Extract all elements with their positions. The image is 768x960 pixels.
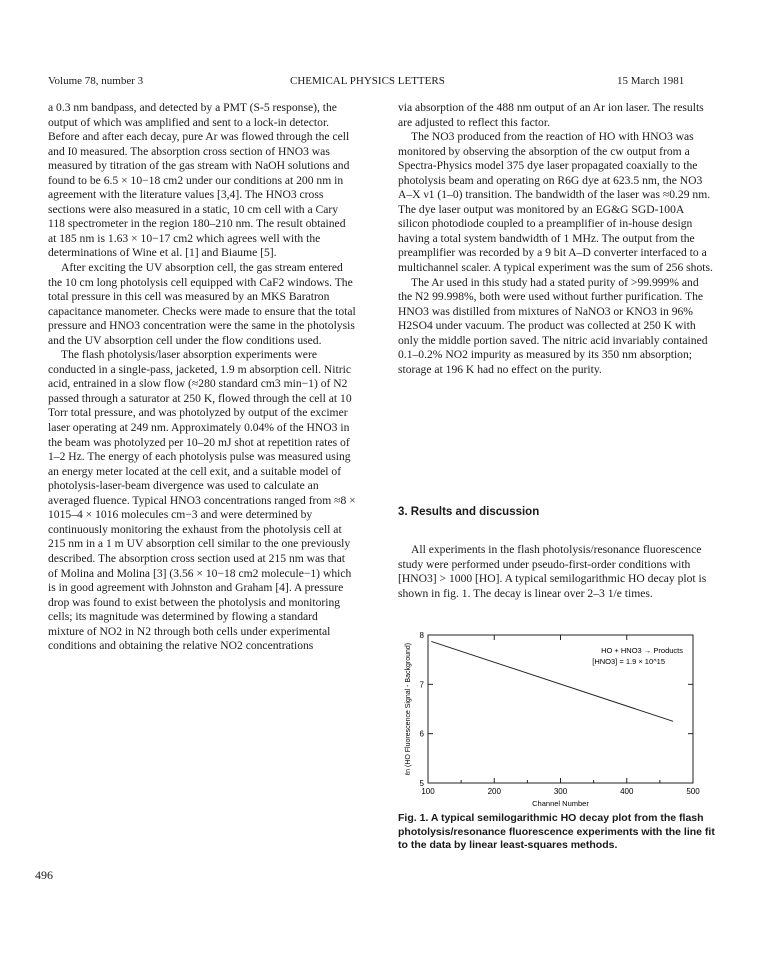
y-tick-label: 5 [419, 779, 424, 788]
x-tick-label: 200 [487, 787, 501, 796]
y-tick-label: 8 [419, 631, 424, 640]
x-axis-label: Channel Number [532, 799, 589, 808]
legend-concentration: [HNO3] = 1.9 × 10^15 [592, 657, 665, 666]
section-heading: 3. Results and discussion [398, 506, 540, 518]
x-tick-label: 500 [686, 787, 700, 796]
figure-caption: Fig. 1. A typical semilogarithmic HO decay plot from the flash photolysis/resonance fluorescence experiments with the line fit to the data by linear least-squares methods. [398, 812, 715, 851]
volume-info: Volume 78, number 3 [48, 75, 144, 87]
right-column [398, 101, 715, 377]
results-text [398, 543, 715, 601]
right-paragraph-1: via absorption of the 488 nm output of an Ar ion laser. The results are adjusted to reflect this factor. [398, 101, 704, 129]
y-tick-label: 6 [419, 729, 424, 739]
left-paragraph-1: a 0.3 nm bandpass, and detected by a PMT (S-5 response), the output of which was amplified and sent to a lock-in detector. Before and after each decay, pure Ar was flowed through the cell and I0 measured. The absorption cross section of HNO3 was measured by titration of the gas stream with NaOH solutions and found to be 6.5 × 10−18 cm2 under our conditions at 200 nm in agreement with the literature values [3,4]. The HNO3 cross sections were also measured in a static, 10 cm cell with a Cary 118 spectrometer in the region 180–210 nm. The result obtained at 185 nm is 1.63 × 10−17 cm2 which agrees well with the determinations of Wine et al. [1] and Biaume [5]. [48, 101, 350, 260]
left-column [48, 101, 356, 654]
journal-name: CHEMICAL PHYSICS LETTERS [290, 75, 445, 87]
results-paragraph: All experiments in the flash photolysis/resonance fluorescence study were performed under pseudo-first-order conditions with [HNO3] > 1000 [HO]. A typical semilogarithmic HO decay plot is shown in fig. 1. The decay is linear over 2–3 1/e times. [398, 543, 707, 600]
decay-plot [398, 625, 718, 815]
left-paragraph-2: After exciting the UV absorption cell, the gas stream entered the 10 cm long photolysis cell equipped with CaF2 windows. The total pressure in this cell was measured by an MKS Baratron capacitance manometer. Checks were made to ensure that the total pressure and HNO3 concentration were the same in the photolysis and the UV absorption cell under the flow conditions used. [48, 261, 356, 347]
page-number: 496 [35, 868, 53, 882]
running-header [0, 75, 768, 91]
x-tick-label: 300 [553, 787, 568, 796]
y-axis-label: ℓn (HO Fluorescence Signal - Background) [405, 642, 412, 776]
right-paragraph-3: The Ar used in this study had a stated purity of >99.999% and the N2 99.998%, both were used without further purification. The HNO3 was distilled from mixtures of NaNO3 or KNO3 in 96% H2SO4 under vacuum. The product was collected at 250 K with only the middle portion saved. The nitric acid invariably contained 0.1–0.2% NO2 impurity as measured by its 350 nm absorption; storage at 196 K had no effect on the purity. [398, 275, 708, 376]
x-tick-label: 100 [421, 787, 435, 796]
legend-reaction: HO + HNO3 → Products [601, 646, 683, 655]
y-tick-label: 7 [419, 680, 424, 690]
decay-plot-svg [398, 625, 718, 815]
right-paragraph-2: The NO3 produced from the reaction of HO with HNO3 was monitored by observing the absorption of the cw output from a Spectra-Physics model 375 dye laser propagated coaxially to the photolysis beam and operating on R6G dye at 623.5 nm, the NO3 A–X ν1 (1–0) transition. The bandwidth of the laser was ≈0.29 nm. The dye laser output was monitored by an EG&G SGD-100A silicon photodiode coupled to a preamplifier of in-house design having a total system bandwidth of 1 MHz. The output from the preamplifier was recorded by a 9 bit A–D converter interfaced to a multichannel scaler. A typical experiment was the sum of 256 shots. [398, 130, 713, 275]
left-paragraph-3: The flash photolysis/laser absorption experiments were conducted in a single-pass, jacketed, 1.9 m absorption cell. Nitric acid, entrained in a slow flow (≈280 standard cm3 min−1) of N2 passed through a saturator at 250 K, flowed through the cell at 10 Torr total pressure, and was photolyzed by output of the excimer laser operating at 249 nm. Approximately 0.04% of the HNO3 in the beam was photolyzed per 10–20 mJ shot at repetition rates of 1–2 Hz. The energy of each photolysis pulse was measured using an energy meter located at the cell exit, and a suitable model of photolysis-laser-beam divergence was used to calculate an averaged fluence. Typical HNO3 concentrations ranged from ≈8 × 1015–4 × 1016 molecules cm−3 and were determined by continuously monitoring the exhaust from the photolysis cell at 215 nm in a 1 m UV absorption cell similar to the one previously described. The absorption cross section used at 215 nm was that of Molina and Molina [3] (3.56 × 10−18 cm2 molecule−1) which is in good agreement with Johnston and Graham [4]. A pressure drop was found to exist between the photolysis and monitoring cells; its magnitude was determined by flowing a standard mixture of NO2 in N2 through both cells under experimental conditions and obtaining the relative NO2 concentrations [48, 348, 356, 653]
issue-date: 15 March 1981 [617, 75, 685, 87]
x-tick-label: 400 [620, 787, 634, 796]
